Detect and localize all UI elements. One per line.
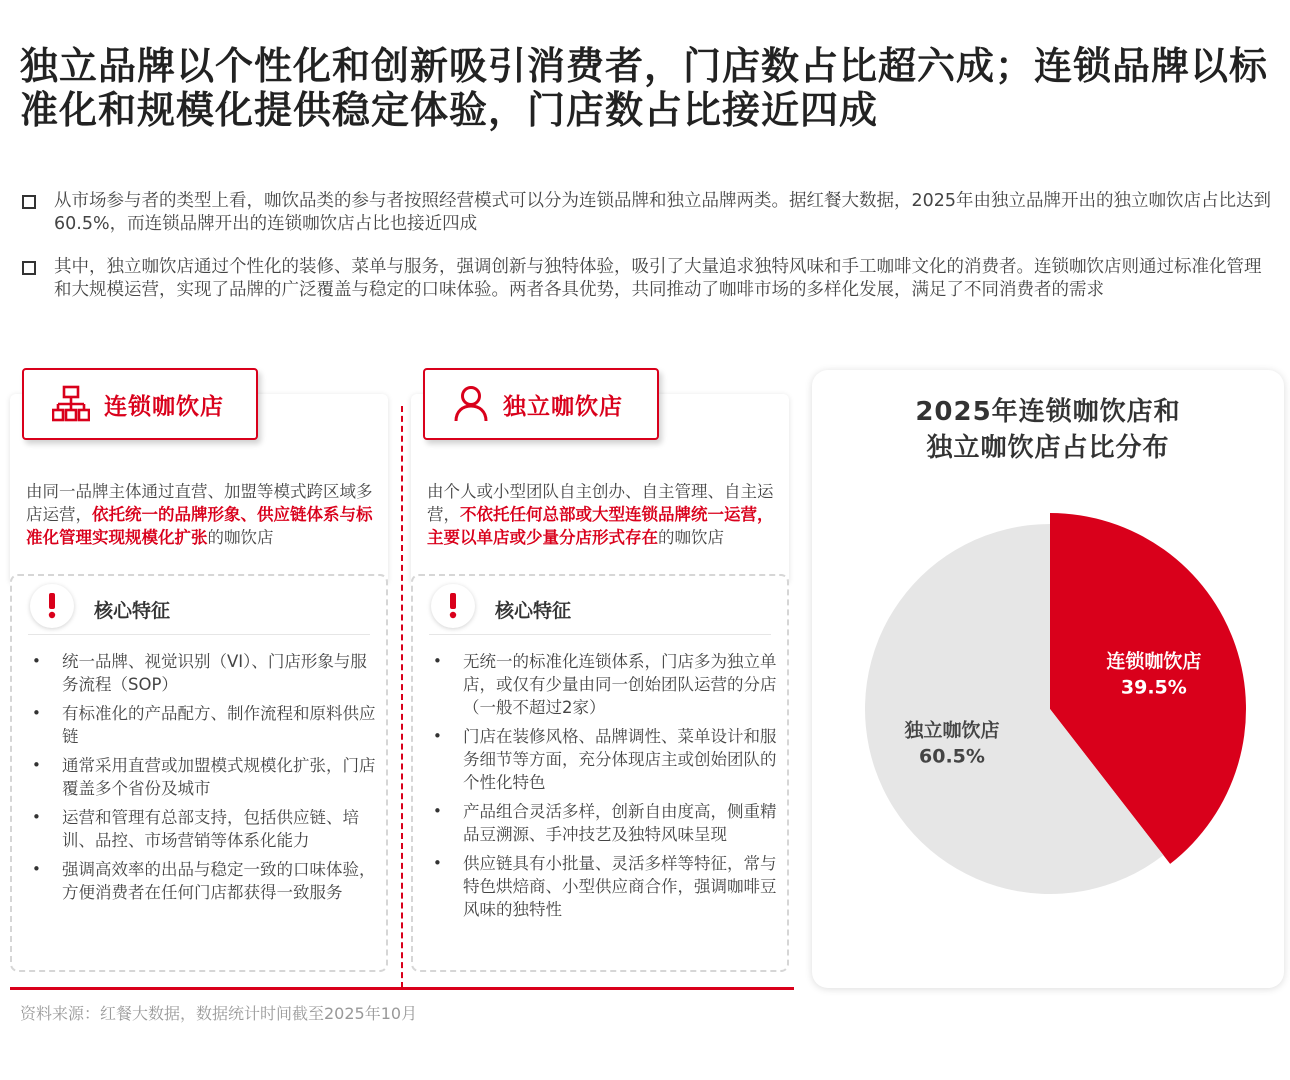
list-item: • 通常采用直营或加盟模式规模化扩张，门店覆盖多个省份及城市 — [28, 754, 378, 800]
chain-definition — [26, 480, 378, 549]
divider — [28, 634, 370, 635]
square-bullet-icon — [22, 261, 36, 275]
independent-label: 独立咖饮店 — [503, 393, 623, 420]
definition-text: 由个人或小型团队自主创办、自主管理、自主运营， — [427, 482, 774, 524]
bullet-text: 其中，独立咖饮店通过个性化的装修、菜单与服务，强调创新与独特体验，吸引了大量追求独特风味和手工咖啡文化的消费者。连锁咖饮店则通过标准化管理和大规模运营，实现了品牌的广泛覆盖与稳定的口味体验。两者各具优势，共同推动了咖啡市场的多样化发展，满足了不同消费者的需求 — [54, 257, 1262, 300]
list-item: • 门店在装修风格、品牌调性、菜单设计和服务细节等方面，充分体现店主或创始团队的个性化特色 — [429, 725, 779, 794]
list-item: • 供应链具有小批量、灵活多样等特征，常与特色烘焙商、小型供应商合作，强调咖啡豆风味的独特性 — [429, 852, 779, 921]
independent-definition — [427, 480, 779, 549]
features-title: 核心特征 — [495, 599, 572, 622]
bottom-rule — [10, 987, 794, 990]
pie-chart-card — [812, 370, 1284, 988]
source-note: 资料来源：红餐大数据，数据统计时间截至2025年10月 — [20, 1004, 418, 1023]
features-header — [30, 584, 170, 628]
independent-label-tab — [423, 368, 659, 440]
chain-label-tab — [22, 368, 258, 440]
definition-highlight: 依托统一的品牌形象、供应链体系与标准化管理实现规模化扩张 — [26, 505, 373, 547]
bullet-item — [22, 256, 1278, 302]
chart-title-line: 独立咖饮店占比分布 — [926, 433, 1170, 463]
exclamation-icon — [431, 584, 475, 628]
list-item: • 产品组合灵活多样，创新自由度高，侧重精品豆溯源、手冲技艺及独特风味呈现 — [429, 800, 779, 846]
chart-title-line: 2025年连锁咖饮店和 — [915, 397, 1181, 427]
features-title: 核心特征 — [94, 599, 171, 622]
independent-features-card — [411, 574, 789, 972]
bullet-text: 从市场参与者的类型上看，咖饮品类的参与者按照经营模式可以分为连锁品牌和独立品牌两类。据红餐大数据，2025年由独立品牌开出的独立咖饮店占比达到60.5%，而连锁品牌开出的连锁咖饮店占比也接近四成 — [54, 191, 1272, 234]
person-icon — [453, 385, 489, 423]
definition-text: 的咖饮店 — [658, 528, 724, 547]
chain-feature-list — [28, 650, 378, 910]
slice-name-label: 独立咖饮店 — [904, 719, 1000, 742]
pie-chart — [812, 370, 1284, 988]
divider — [429, 634, 771, 635]
exclamation-icon — [30, 584, 74, 628]
list-item: • 统一品牌、视觉识别（VI）、门店形象与服务流程（SOP） — [28, 650, 378, 696]
slice-name-label: 连锁咖饮店 — [1106, 650, 1202, 673]
org-chart-icon — [52, 385, 90, 423]
chain-label: 连锁咖饮店 — [104, 393, 224, 420]
features-header — [431, 584, 571, 628]
bullet-item — [22, 190, 1278, 236]
square-bullet-icon — [22, 195, 36, 209]
list-item: • 运营和管理有总部支持，包括供应链、培训、品控、市场营销等体系化能力 — [28, 806, 378, 852]
list-item: • 有标准化的产品配方、制作流程和原料供应链 — [28, 702, 378, 748]
intro-bullets — [22, 190, 1278, 322]
independent-feature-list — [429, 650, 779, 927]
chain-features-card — [10, 574, 388, 972]
slice-value-label: 39.5% — [1120, 676, 1187, 699]
column-divider — [401, 406, 403, 988]
definition-text: 的咖饮店 — [207, 528, 274, 547]
slice-value-label: 60.5% — [919, 745, 985, 768]
list-item: • 强调高效率的出品与稳定一致的口味体验，方便消费者在任何门店都获得一致服务 — [28, 858, 378, 904]
page-title: 独立品牌以个性化和创新吸引消费者，门店数占比超六成；连锁品牌以标准化和规模化提供稳定体验，门店数占比接近四成 — [20, 44, 1269, 132]
definition-text: 由同一品牌主体通过直营、加盟等模式跨区域多店运营， — [26, 482, 373, 524]
list-item: • 无统一的标准化连锁体系，门店多为独立单店，或仅有少量由同一创始团队运营的分店（一般不超过2家） — [429, 650, 779, 719]
definition-highlight: 不依托任何总部或大型连锁品牌统一运营，主要以单店或少量分店形式存在 — [427, 505, 774, 547]
